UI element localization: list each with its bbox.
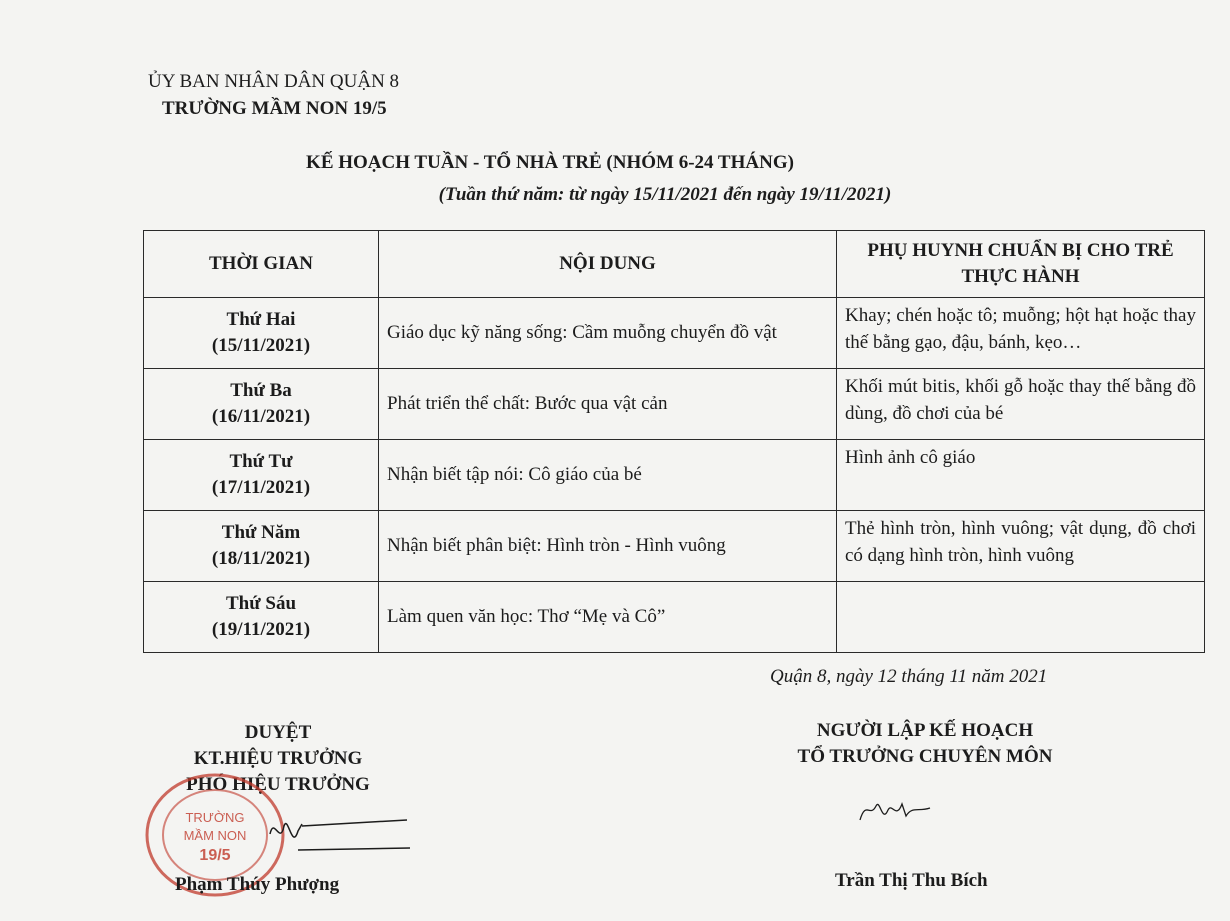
place-date: Quận 8, ngày 12 tháng 11 năm 2021 bbox=[770, 666, 1048, 687]
prep-cell: Thẻ hình tròn, hình vuông; vật dụng, đồ chơi có dạng hình tròn, hình vuông bbox=[837, 511, 1205, 582]
prep-cell: Hình ảnh cô giáo bbox=[837, 440, 1205, 511]
header-prep: PHỤ HUYNH CHUẨN BỊ CHO TRẺ THỰC HÀNH bbox=[837, 231, 1205, 298]
time-cell bbox=[144, 511, 379, 582]
org-header bbox=[148, 68, 399, 122]
stamp-line1: TRƯỜNG bbox=[185, 810, 245, 825]
day: Thứ Tư bbox=[229, 451, 293, 472]
day: Thứ Năm bbox=[221, 522, 301, 543]
stamp-line2: MẦM NON bbox=[183, 828, 247, 843]
signature-left bbox=[262, 806, 412, 866]
approval-role1: KT.HIỆU TRƯỞNG bbox=[193, 748, 363, 769]
approver-name: Phạm Thúy Phượng bbox=[175, 874, 340, 895]
date: (18/11/2021) bbox=[211, 548, 311, 569]
table-row bbox=[144, 369, 1205, 440]
day: Thứ Sáu bbox=[225, 593, 297, 614]
content-cell: Nhận biết phân biệt: Hình tròn - Hình vuông bbox=[379, 511, 837, 582]
author-block bbox=[780, 718, 1070, 770]
plan-table bbox=[143, 230, 1205, 653]
date: (19/11/2021) bbox=[211, 619, 311, 640]
date: (17/11/2021) bbox=[211, 477, 311, 498]
table-row bbox=[144, 511, 1205, 582]
doc-title: KẾ HOẠCH TUẦN - TỔ NHÀ TRẺ (NHÓM 6-24 THÁNG) bbox=[306, 152, 794, 173]
table-header-row bbox=[144, 231, 1205, 298]
day: Thứ Hai bbox=[226, 309, 296, 330]
table-row bbox=[144, 440, 1205, 511]
date: (16/11/2021) bbox=[211, 406, 311, 427]
content-cell: Làm quen văn học: Thơ “Mẹ và Cô” bbox=[379, 582, 837, 653]
approval-role2: PHÓ HIỆU TRƯỞNG bbox=[186, 774, 370, 795]
content-cell: Nhận biết tập nói: Cô giáo của bé bbox=[379, 440, 837, 511]
approval-label: DUYỆT bbox=[244, 722, 312, 743]
time-cell bbox=[144, 298, 379, 369]
doc-subtitle: (Tuần thứ năm: từ ngày 15/11/2021 đến ngày 19/11/2021) bbox=[438, 184, 892, 205]
time-cell bbox=[144, 440, 379, 511]
prep-cell bbox=[837, 582, 1205, 653]
content-cell: Phát triển thể chất: Bước qua vật cản bbox=[379, 369, 837, 440]
author-role: TỔ TRƯỞNG CHUYÊN MÔN bbox=[797, 746, 1053, 767]
table-row bbox=[144, 298, 1205, 369]
prep-cell: Khay; chén hoặc tô; muỗng; hột hạt hoặc thay thế bằng gạo, đậu, bánh, kẹo… bbox=[837, 298, 1205, 369]
header-time: THỜI GIAN bbox=[144, 231, 379, 298]
school-name: TRƯỜNG MẦM NON 19/5 bbox=[162, 98, 387, 119]
date: (15/11/2021) bbox=[211, 335, 311, 356]
content-cell: Giáo dục kỹ năng sống: Cầm muỗng chuyển đồ vật bbox=[379, 298, 837, 369]
prep-cell: Khối mút bitis, khối gỗ hoặc thay thế bằng đồ dùng, đồ chơi của bé bbox=[837, 369, 1205, 440]
org-name: ỦY BAN NHÂN DÂN QUẬN 8 bbox=[148, 71, 400, 92]
author-name: Trần Thị Thu Bích bbox=[835, 870, 988, 891]
author-label: NGƯỜI LẬP KẾ HOẠCH bbox=[816, 720, 1034, 741]
table-row bbox=[144, 582, 1205, 653]
header-content: NỘI DUNG bbox=[379, 231, 837, 298]
time-cell bbox=[144, 582, 379, 653]
day: Thứ Ba bbox=[230, 380, 292, 401]
stamp-line3: 19/5 bbox=[199, 847, 231, 864]
signature-right bbox=[852, 790, 942, 830]
time-cell bbox=[144, 369, 379, 440]
